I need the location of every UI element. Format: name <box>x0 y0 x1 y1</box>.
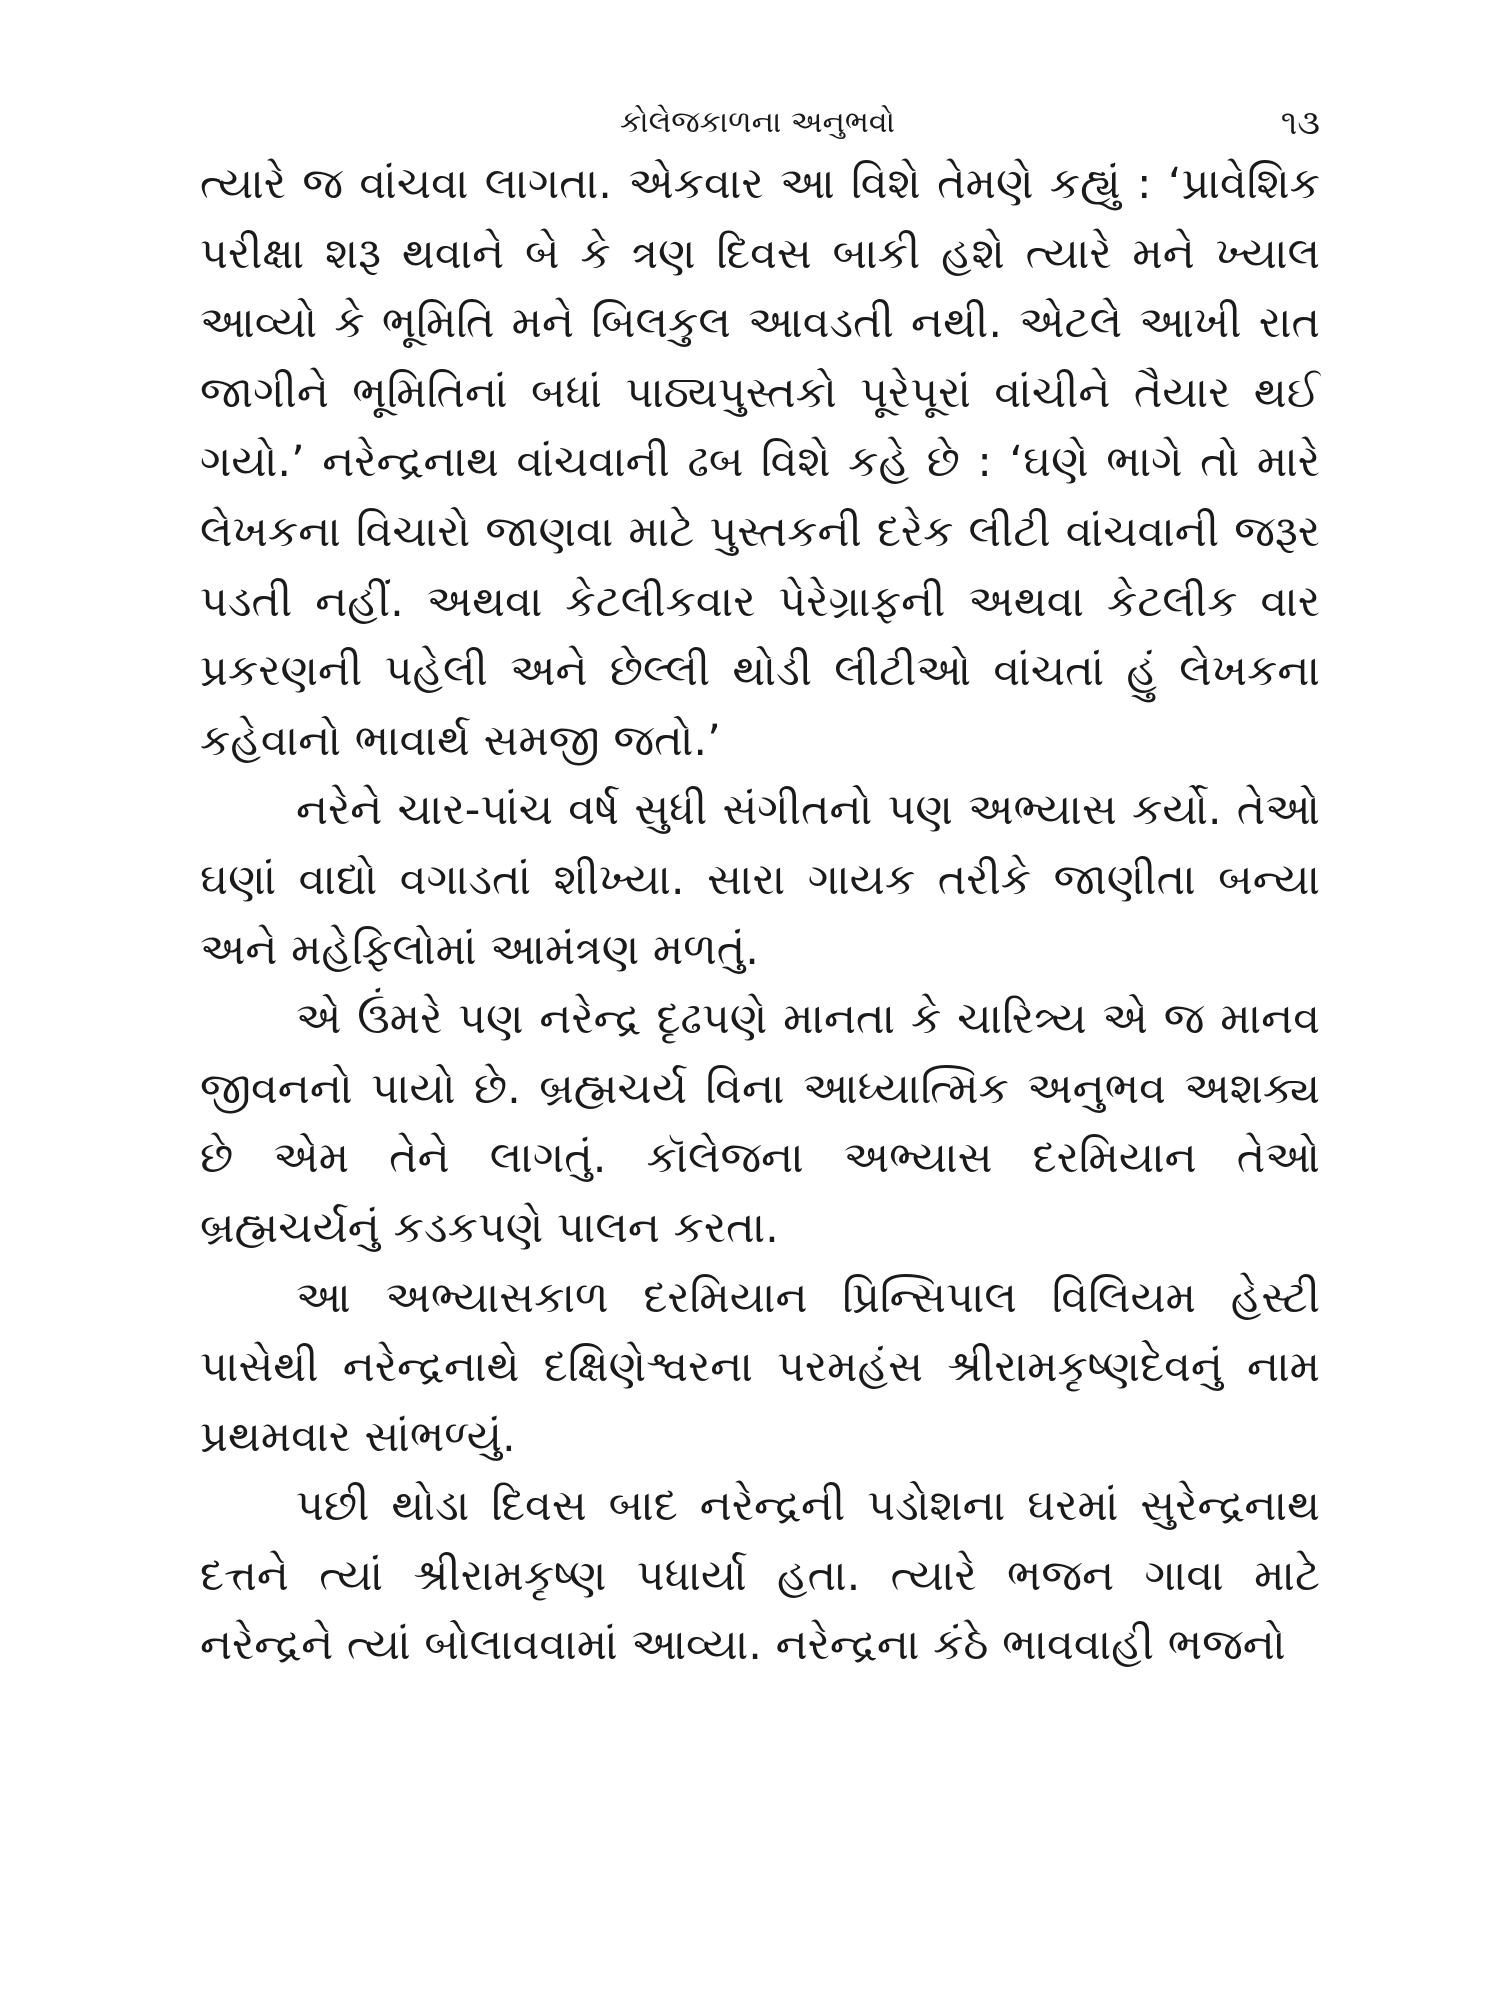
paragraph-music: નરેને ચાર-પાંચ વર્ષ સુધી સંગીતનો પણ અભ્યાસ કર્યો. તેઓ ઘણાં વાદ્યો વગાડતાં શીખ્યા. સારા ગાયક તરીકે જાણીતા બન્યા અને મહેફિલોમાં આમંત્રણ મળતું. <box>200 785 1320 975</box>
page-number: ૧૩ <box>1280 103 1320 143</box>
paragraph-ramakrishna-visit: પછી થોડા દિવસ બાદ નરેન્દ્રની પડોશના ઘરમાં સુરેન્દ્રનાથ દત્તને ત્યાં શ્રીરામકૃષ્ણ પધાર્યા હતા. ત્યારે ભજન ગાવા માટે નરેન્દ્રને ત્યાં બોલાવવામાં આવ્યા. નરેન્દ્રના કંઠે ભાવવાહી ભજનો <box>200 1481 1320 1671</box>
paragraph-continued: ત્યારે જ વાંચવા લાગતા. એકવાર આ વિશે તેમણે કહ્યું : ‘પ્રાવેશિક પરીક્ષા શરૂ થવાને બે કે ત્રણ દિવસ બાકી હશે ત્યારે મને ખ્યાલ આવ્યો કે ભૂમિતિ મને બિલકુલ આવડતી નથી. એટલે આખી રાત જાગીને ભૂમિતિનાં બધાં પાઠ્યપુસ્તકો પૂરેપૂરાં વાંચીને તૈયાર થઈ ગયો.’ નરેન્દ્રનાથ વાંચવાની ઢબ વિશે કહે છે : ‘ઘણે ભાગે તો મારે લેખકના વિચારો જાણવા માટે પુસ્તકની દરેક લીટી વાંચવાની જરૂર પડતી નહીં. અથવા કેટલીકવાર પેરેગ્રાફની અથવા કેટલીક વાર પ્રકરણની પહેલી અને છેલ્લી થોડી લીટીઓ વાંચતાં હું લેખકના કહેવાનો ભાવાર્થ સમજી જતો.’ <box>200 159 1320 766</box>
running-title: કોલેજકાળના અનુભવો <box>619 105 896 140</box>
running-header <box>195 98 1320 148</box>
paragraph-hastie: આ અભ્યાસકાળ દરમિયાન પ્રિન્સિપાલ વિલિયમ હેસ્ટી પાસેથી નરેન્દ્રનાથે દક્ષિણેશ્વરના પરમહંસ શ્રીરામકૃષ્ણદેવનું નામ પ્રથમવાર સાંભળ્યું. <box>200 1272 1320 1462</box>
paragraph-character: એ ઉંમરે પણ નરેન્દ્ર દૃઢપણે માનતા કે ચારિત્ર્ય એ જ માનવ જીવનનો પાયો છે. બ્રહ્મચર્ય વિના આધ્યાત્મિક અનુભવ અશક્ય છે એમ તેને લાગતું. કૉલેજના અભ્યાસ દરમિયાન તેઓ બ્રહ્મચર્યનું કડકપણે પાલન કરતા. <box>200 994 1320 1253</box>
body-text <box>200 150 1320 1681</box>
